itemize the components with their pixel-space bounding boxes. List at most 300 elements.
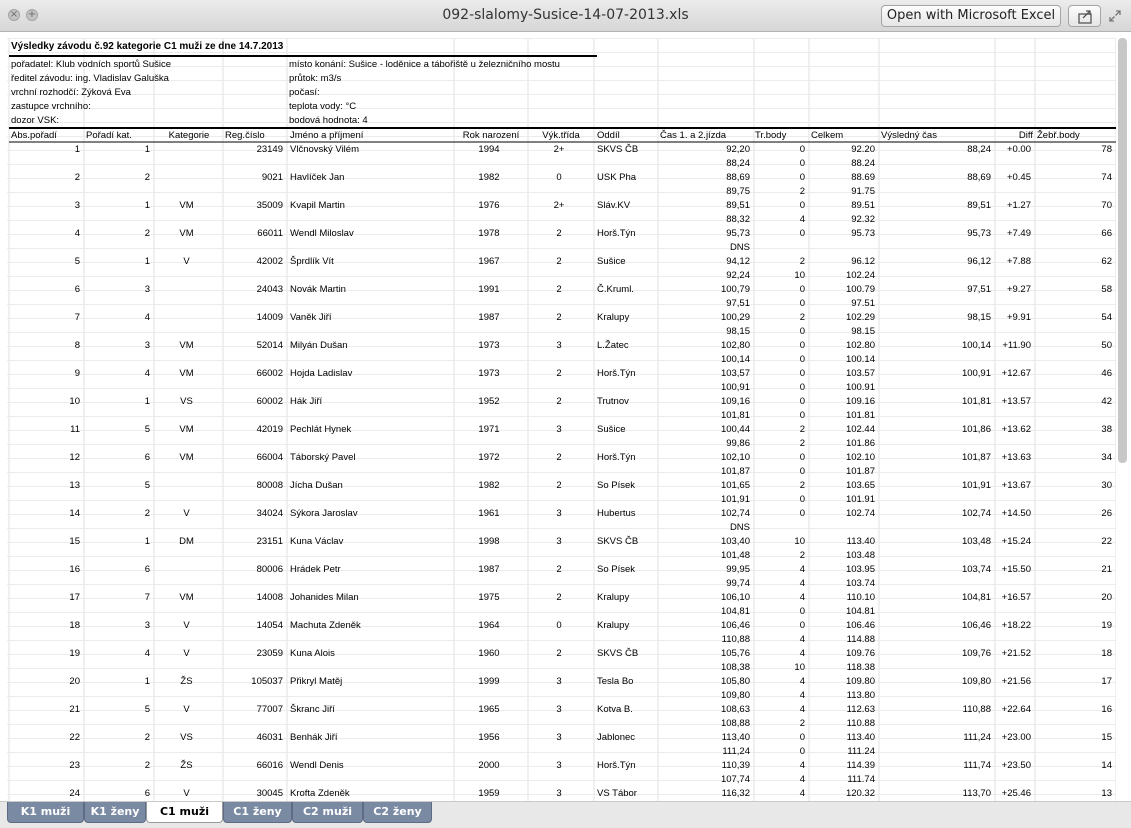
- cell-p1: 2: [799, 424, 805, 435]
- cell-diff: +7.88: [1006, 256, 1031, 267]
- cell-p1: 0: [799, 172, 805, 183]
- cell-p2: 10: [794, 270, 805, 281]
- share-icon: [1069, 6, 1102, 28]
- column-header: Výk.třída: [542, 130, 580, 141]
- cell-res: 109,80: [961, 676, 991, 687]
- cell-c1: 88.69: [851, 172, 875, 183]
- cell-p1: 0: [799, 368, 805, 379]
- cell-t1: 105,76: [720, 648, 750, 659]
- sheet-tab[interactable]: K1 ženy: [84, 802, 146, 823]
- cell-diff: +21.56: [1001, 676, 1031, 687]
- cell-name: Jícha Dušan: [290, 480, 343, 491]
- cell-abs: 24: [69, 788, 80, 799]
- cell-c2: 100.91: [845, 382, 875, 393]
- cell-vt: 2+: [553, 200, 565, 211]
- cell-abs: 9: [74, 368, 80, 379]
- column-header: Kategorie: [168, 130, 210, 141]
- cell-year: 1965: [478, 704, 500, 715]
- cell-abs: 13: [69, 480, 80, 491]
- cell-p1: 10: [794, 536, 805, 547]
- cell-diff: +9.27: [1006, 284, 1031, 295]
- cell-zb: 20: [1101, 592, 1112, 603]
- cell-year: 1982: [478, 172, 500, 183]
- cell-abs: 22: [69, 732, 80, 743]
- cell-kat: 2: [144, 172, 150, 183]
- cell-vt: 2: [556, 228, 562, 239]
- cell-zb: 17: [1101, 676, 1112, 687]
- cell-cat: VM: [179, 340, 194, 351]
- cell-club: So Písek: [597, 564, 636, 575]
- cell-cat: DM: [179, 536, 194, 547]
- cell-c2: [809, 521, 875, 535]
- cell-vt: 3: [556, 760, 562, 771]
- cell-p2: 2: [799, 438, 805, 449]
- cell-diff: +1.27: [1006, 200, 1031, 211]
- cell-t1: 92,20: [726, 144, 750, 155]
- cell-p1: 0: [799, 396, 805, 407]
- cell-t2: 101,48: [720, 550, 750, 561]
- cell-res: 111,24: [963, 732, 991, 743]
- cell-club: Horš.Týn: [597, 452, 636, 463]
- cell-t2: 99,74: [726, 578, 750, 589]
- cell-reg: 66002: [256, 368, 283, 379]
- cell-abs: 5: [74, 256, 80, 267]
- cell-cat: [154, 143, 219, 157]
- cell-c2: 111.74: [847, 774, 875, 785]
- cell-kat: 4: [144, 312, 150, 323]
- cell-zb: 74: [1101, 172, 1112, 183]
- cell-p2: 2: [799, 186, 805, 197]
- cell-reg: 105037: [251, 676, 283, 687]
- cell-kat: 5: [144, 480, 150, 491]
- share-button[interactable]: [1068, 5, 1101, 27]
- cell-p2: 0: [799, 354, 805, 365]
- cell-c2: 101.91: [845, 494, 875, 505]
- cell-res: 113,70: [962, 788, 991, 799]
- cell-cat: ŽS: [180, 676, 193, 687]
- cell-reg: 42019: [256, 424, 283, 435]
- cell-c2: 110.88: [846, 718, 875, 729]
- cell-res: 104,81: [961, 592, 991, 603]
- cell-diff: +16.57: [1001, 592, 1031, 603]
- cell-c2: 101.86: [845, 438, 875, 449]
- sheet-tab[interactable]: C1 ženy: [223, 802, 292, 823]
- cell-year: 1961: [478, 508, 500, 519]
- cell-p1: 0: [799, 732, 805, 743]
- cell-p2: [754, 521, 805, 535]
- cell-c1: 96.12: [851, 256, 875, 267]
- cell-t1: 95,73: [726, 228, 750, 239]
- cell-p2: 4: [799, 690, 805, 701]
- cell-name: Kuna Václav: [290, 536, 344, 547]
- cell-c1: 89.51: [851, 200, 875, 211]
- cell-club: VS Tábor: [597, 788, 637, 799]
- cell-t2: 99,86: [726, 438, 750, 449]
- cell-abs: 19: [69, 648, 80, 659]
- cell-abs: 12: [69, 452, 80, 463]
- cell-club: Tesla Bo: [597, 676, 634, 687]
- cell-club: SKVS ČB: [597, 144, 639, 155]
- cell-c1: 102.74: [845, 508, 875, 519]
- cell-name: Přikryl Matěj: [290, 676, 343, 687]
- cell-c2: 102.24: [845, 270, 875, 281]
- cell-c2: 113.80: [846, 690, 875, 701]
- cell-vt: 2: [556, 452, 562, 463]
- cell-reg: 66004: [256, 452, 283, 463]
- cell-year: 1998: [478, 536, 500, 547]
- column-header: Celkem: [811, 130, 844, 141]
- cell-kat: 5: [144, 424, 150, 435]
- cell-kat: 2: [144, 760, 150, 771]
- cell-p1: 4: [799, 648, 805, 659]
- cell-res: 103,48: [961, 536, 991, 547]
- cell-cat: [154, 311, 219, 325]
- cell-cat: [154, 171, 219, 185]
- cell-kat: 4: [144, 368, 150, 379]
- cell-vt: 2+: [553, 144, 565, 155]
- cell-t2: 101,91: [720, 494, 750, 505]
- cell-year: 1982: [478, 480, 500, 491]
- cell-diff: +13.57: [1001, 396, 1031, 407]
- cell-vt: 2: [556, 368, 562, 379]
- cell-reg: 60002: [256, 396, 283, 407]
- cell-year: 1959: [478, 788, 500, 799]
- cell-abs: 8: [74, 340, 80, 351]
- cell-res: 101,86: [961, 424, 991, 435]
- cell-name: Krofta Zdeněk: [290, 788, 350, 799]
- cell-name: Johanides Milan: [290, 592, 359, 603]
- cell-t1: 99,95: [726, 564, 750, 575]
- cell-diff: +23.00: [1001, 732, 1031, 743]
- cell-diff: +13.67: [1001, 480, 1031, 491]
- cell-cat: ŽS: [180, 760, 193, 771]
- sheet-tab[interactable]: K1 muži: [7, 802, 84, 823]
- cell-c2: 97.51: [851, 298, 875, 309]
- cell-t1: 102,74: [720, 508, 750, 519]
- cell-club: Sušice: [597, 424, 626, 435]
- cell-abs: 11: [70, 424, 80, 435]
- cell-reg: 14054: [256, 620, 283, 631]
- cell-cat: [154, 283, 219, 297]
- cell-name: Benhák Jiří: [290, 732, 338, 743]
- cell-t2: 100,91: [720, 382, 750, 393]
- cell-t2: 108,38: [720, 662, 750, 673]
- title-bar: [0, 0, 1131, 32]
- cell-reg: 42002: [256, 256, 283, 267]
- cell-club: L.Žatec: [597, 340, 629, 351]
- cell-year: 1991: [478, 284, 500, 295]
- close-icon[interactable]: ×: [9, 9, 19, 20]
- cell-p1: 0: [799, 452, 805, 463]
- cell-name: Škranc Jiří: [290, 704, 335, 715]
- column-header: Výsledný čas: [881, 130, 937, 141]
- cell-t1: 89,51: [726, 200, 750, 211]
- cell-year: 1999: [478, 676, 500, 687]
- cell-cat: VM: [179, 592, 194, 603]
- cell-res: 88,69: [967, 172, 991, 183]
- cell-vt: 3: [556, 536, 562, 547]
- cell-res: 96,12: [967, 256, 991, 267]
- cell-vt: 2: [556, 256, 562, 267]
- cell-t1: 103,40: [720, 536, 750, 547]
- cell-p2: 4: [799, 774, 805, 785]
- header-right-line: počasí:: [289, 87, 320, 98]
- cell-diff: +11.90: [1002, 340, 1031, 351]
- cell-t2: 97,51: [726, 298, 750, 309]
- cell-c2: 118.38: [846, 662, 875, 673]
- cell-name: Machuta Zdeněk: [290, 620, 361, 631]
- cell-reg: 14008: [256, 592, 283, 603]
- cell-c2: 88.24: [851, 158, 875, 169]
- cell-res: 98,15: [967, 312, 991, 323]
- cell-t1: 106,10: [720, 592, 750, 603]
- spreadsheet[interactable]: [7, 38, 1116, 801]
- cell-diff: +15.24: [1001, 536, 1031, 547]
- cell-p2: 2: [799, 718, 805, 729]
- cell-kat: 6: [144, 788, 150, 799]
- cell-p2: 10: [794, 662, 805, 673]
- cell-diff: +13.62: [1001, 424, 1031, 435]
- open-with-excel-button[interactable]: Open with Microsoft Excel: [881, 5, 1061, 27]
- cell-name: Novák Martin: [290, 284, 346, 295]
- cell-zb: 14: [1101, 760, 1112, 771]
- cell-t2: 98,15: [726, 326, 750, 337]
- cell-p2: 2: [799, 550, 805, 561]
- cell-vt: 3: [556, 704, 562, 715]
- cell-reg: 23059: [256, 648, 283, 659]
- cell-year: 1973: [478, 340, 500, 351]
- zoom-icon[interactable]: +: [27, 9, 37, 20]
- cell-abs: 23: [69, 760, 80, 771]
- header-left-line: pořadatel: Klub vodních sportů Sušice: [11, 59, 172, 70]
- fullscreen-icon[interactable]: [1108, 9, 1122, 23]
- cell-kat: 7: [144, 592, 150, 603]
- cell-vt: 2: [556, 284, 562, 295]
- cell-p2: 4: [799, 214, 805, 225]
- cell-p2: 0: [799, 410, 805, 421]
- cell-t2: DNS: [729, 242, 750, 253]
- header-left-line: ředitel závodu: ing. Vladislav Galuška: [11, 73, 169, 84]
- cell-t2: 88,24: [726, 158, 750, 169]
- cell-t1: 110,39: [721, 760, 750, 771]
- cell-c1: 92.20: [851, 144, 875, 155]
- cell-cat: VM: [179, 368, 194, 379]
- cell-c1: 110.10: [846, 592, 875, 603]
- cell-club: Horš.Týn: [597, 760, 636, 771]
- cell-cat: VM: [179, 200, 194, 211]
- cell-diff: +18.22: [1001, 620, 1031, 631]
- cell-t2: 110,88: [721, 634, 750, 645]
- cell-vt: 2: [556, 312, 562, 323]
- cell-zb: 13: [1101, 788, 1112, 799]
- cell-reg: 52014: [256, 340, 283, 351]
- cell-c2: 101.87: [845, 466, 875, 477]
- cell-p1: 0: [799, 284, 805, 295]
- cell-club: Kotva B.: [597, 704, 633, 715]
- cell-abs: 17: [69, 592, 80, 603]
- cell-p1: 2: [799, 480, 805, 491]
- cell-club: Horš.Týn: [597, 368, 636, 379]
- cell-abs: 6: [74, 284, 80, 295]
- cell-c1: 103.95: [845, 564, 875, 575]
- cell-name: Pechlát Hynek: [290, 424, 352, 435]
- cell-t2: 107,74: [720, 774, 750, 785]
- cell-p1: 2: [799, 312, 805, 323]
- cell-year: 1973: [478, 368, 500, 379]
- cell-t2: 101,87: [720, 466, 750, 477]
- cell-res: 97,51: [967, 284, 991, 295]
- cell-reg: 46031: [256, 732, 283, 743]
- cell-club: SKVS ČB: [597, 648, 639, 659]
- cell-club: Kralupy: [597, 592, 630, 603]
- cell-zb: 16: [1101, 704, 1112, 715]
- sheet-tab[interactable]: C1 muži: [146, 802, 223, 823]
- cell-year: 1975: [478, 592, 500, 603]
- cell-cat: [154, 479, 219, 493]
- cell-club: Trutnov: [597, 396, 629, 407]
- cell-c1: 113.40: [846, 732, 875, 743]
- cell-kat: 2: [144, 228, 150, 239]
- column-header: Pořadí kat.: [86, 130, 132, 141]
- cell-p1: 0: [799, 508, 805, 519]
- cell-c1: 95.73: [851, 228, 875, 239]
- cell-name: Táborský Pavel: [290, 452, 356, 463]
- cell-res: 109,76: [961, 648, 991, 659]
- cell-t1: 100,29: [720, 312, 750, 323]
- cell-zb: 66: [1101, 228, 1112, 239]
- cell-c1: 103.57: [845, 368, 875, 379]
- cell-diff: +21.52: [1001, 648, 1031, 659]
- cell-vt: 2: [556, 648, 562, 659]
- cell-name: Hojda Ladislav: [290, 368, 353, 379]
- cell-abs: 20: [69, 676, 80, 687]
- cell-t1: 100,44: [720, 424, 750, 435]
- cell-res: 95,73: [967, 228, 991, 239]
- cell-c2: 114.88: [846, 634, 875, 645]
- cell-abs: 2: [74, 172, 80, 183]
- cell-name: Vaněk Jiří: [290, 312, 332, 323]
- cell-cat: V: [183, 648, 190, 659]
- cell-year: 1956: [478, 732, 500, 743]
- header-left-line: zastupce vrchního:: [11, 101, 91, 112]
- cell-zb: 21: [1101, 564, 1112, 575]
- cell-name: Kvapil Martin: [290, 200, 345, 211]
- cell-c2: 111.24: [847, 746, 875, 757]
- cell-res: 101,87: [961, 452, 991, 463]
- cell-t1: 109,16: [720, 396, 750, 407]
- cell-c1: 120.32: [845, 788, 875, 799]
- cell-t1: 100,79: [720, 284, 750, 295]
- cell-p2: 0: [799, 746, 805, 757]
- cell-club: Hubertus: [597, 508, 636, 519]
- vertical-scrollbar[interactable]: [1118, 38, 1127, 463]
- cell-diff: +7.49: [1006, 228, 1031, 239]
- column-header: Oddíl: [597, 130, 620, 141]
- cell-p1: 4: [799, 704, 805, 715]
- cell-c1: 109.16: [845, 396, 875, 407]
- cell-t1: 116,32: [721, 788, 750, 799]
- column-header: Reg.číslo: [225, 130, 265, 141]
- cell-p1: 4: [799, 564, 805, 575]
- cell-cat: V: [183, 788, 190, 799]
- cell-name: Sýkora Jaroslav: [290, 508, 358, 519]
- cell-abs: 4: [74, 228, 80, 239]
- cell-p1: 0: [799, 340, 805, 351]
- cell-p2: 0: [799, 494, 805, 505]
- cell-p1: 0: [799, 620, 805, 631]
- cell-kat: 2: [144, 732, 150, 743]
- cell-p1: 4: [799, 676, 805, 687]
- cell-club: SKVS ČB: [597, 536, 639, 547]
- cell-zb: 30: [1101, 480, 1112, 491]
- cell-p2: 4: [799, 578, 805, 589]
- cell-cat: V: [183, 620, 190, 631]
- header-right-line: bodová hodnota: 4: [289, 115, 368, 126]
- cell-t1: 102,10: [720, 452, 750, 463]
- cell-t2: 101,81: [720, 410, 750, 421]
- cell-c2: 91.75: [851, 186, 875, 197]
- cell-cat: VS: [180, 396, 193, 407]
- cell-club: Kralupy: [597, 620, 630, 631]
- cell-zb: 19: [1101, 620, 1112, 631]
- cell-name: Šprdlík Vít: [290, 256, 334, 267]
- cell-t1: 94,12: [726, 256, 750, 267]
- cell-vt: 2: [556, 480, 562, 491]
- cell-zb: 46: [1101, 368, 1112, 379]
- cell-reg: 23149: [256, 144, 283, 155]
- cell-c1: 102.80: [845, 340, 875, 351]
- cell-res: 110,88: [962, 704, 991, 715]
- column-header: Jméno a příjmení: [290, 130, 364, 141]
- cell-res: 100,14: [961, 340, 991, 351]
- cell-diff: +15.50: [1001, 564, 1031, 575]
- cell-cat: VS: [180, 732, 193, 743]
- cell-p2: 0: [799, 382, 805, 393]
- sheet-tabs: [0, 801, 1131, 828]
- sheet-tab[interactable]: C2 ženy: [363, 802, 432, 823]
- cell-kat: 1: [144, 200, 150, 211]
- cell-diff: +9.91: [1006, 312, 1031, 323]
- cell-c1: 106.46: [845, 620, 875, 631]
- cell-t2: 111,24: [722, 746, 750, 757]
- cell-zb: 34: [1101, 452, 1112, 463]
- cell-zb: 15: [1101, 732, 1112, 743]
- cell-kat: 3: [144, 340, 150, 351]
- window-title: 092-slalomy-Susice-14-07-2013.xls: [442, 7, 689, 23]
- header-right-line: místo konání: Sušice - loděnice a tábořiště u železničního mostu: [289, 59, 560, 70]
- cell-year: 1976: [478, 200, 500, 211]
- cell-reg: 9021: [261, 172, 283, 183]
- cell-name: Hrádek Petr: [290, 564, 341, 575]
- cell-diff: +14.50: [1001, 508, 1031, 519]
- sheet-tab[interactable]: C2 muži: [292, 802, 363, 823]
- column-header: Čas 1. a 2.jízda: [660, 130, 727, 141]
- cell-year: 1971: [478, 424, 500, 435]
- cell-t2: 109,80: [720, 690, 750, 701]
- cell-kat: 1: [144, 676, 150, 687]
- cell-p1: 0: [799, 228, 805, 239]
- cell-club: Sláv.KV: [597, 200, 631, 211]
- cell-abs: 18: [69, 620, 80, 631]
- header-right-line: průtok: m3/s: [289, 73, 342, 84]
- cell-p1: 0: [799, 200, 805, 211]
- cell-reg: 23151: [256, 536, 283, 547]
- cell-diff: +12.67: [1001, 368, 1031, 379]
- cell-abs: 10: [69, 396, 80, 407]
- column-header: Abs.pořadí: [11, 130, 57, 141]
- cell-kat: 6: [144, 564, 150, 575]
- cell-res: 103,74: [961, 564, 991, 575]
